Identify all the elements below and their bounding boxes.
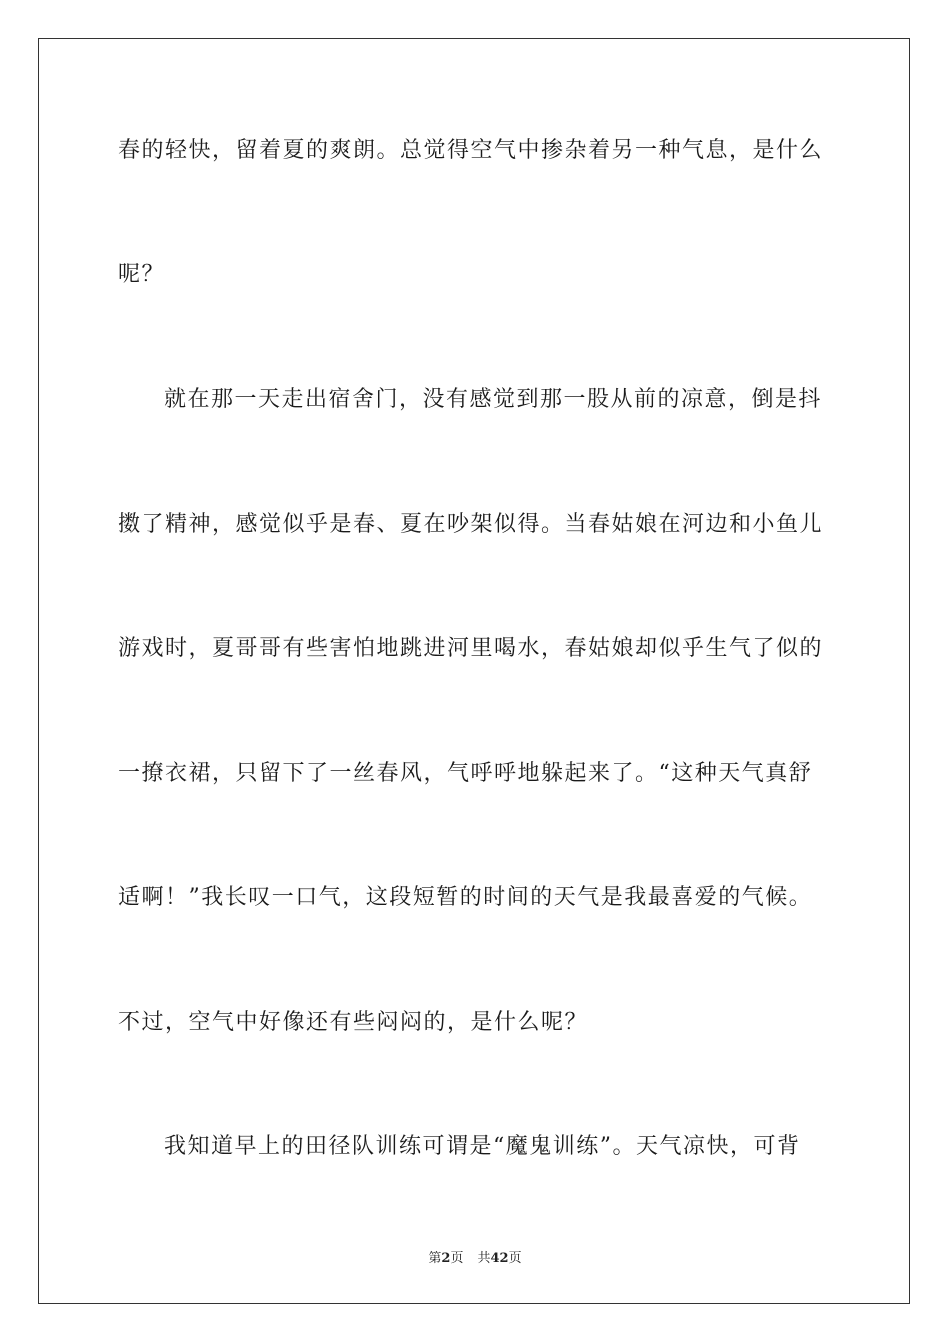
text-line-2: 呢？	[118, 262, 166, 287]
page-suffix: 页	[450, 1251, 464, 1266]
text-line-8: 不过，空气中好像还有些闷闷的，是什么呢？	[118, 1010, 589, 1035]
page-footer	[0, 1247, 950, 1266]
page-number: 2	[441, 1251, 451, 1266]
page-border	[38, 38, 910, 1304]
total-pages: 42	[490, 1251, 509, 1266]
text-line-5: 游戏时，夏哥哥有些害怕地跳进河里喝水，春姑娘却似乎生气了似的	[118, 636, 824, 661]
text-line-9: 我知道早上的田径队训练可谓是“魔鬼训练”。天气凉快，可背	[164, 1134, 801, 1159]
text-line-3: 就在那一天走出宿舍门，没有感觉到那一股从前的凉意，倒是抖	[164, 387, 823, 412]
total-prefix: 共	[477, 1251, 491, 1266]
total-suffix: 页	[508, 1251, 522, 1266]
text-line-1: 春的轻快，留着夏的爽朗。总觉得空气中掺杂着另一种气息，是什么	[118, 138, 824, 163]
text-line-6: 一撩衣裙，只留下了一丝春风，气呼呼地躲起来了。“这种天气真舒	[118, 761, 813, 786]
page-prefix: 第	[428, 1251, 442, 1266]
text-line-7: 适啊！”我长叹一口气，这段短暂的时间的天气是我最喜爱的气候。	[118, 885, 813, 910]
text-line-4: 擞了精神，感觉似乎是春、夏在吵架似得。当春姑娘在河边和小鱼儿	[118, 512, 824, 537]
